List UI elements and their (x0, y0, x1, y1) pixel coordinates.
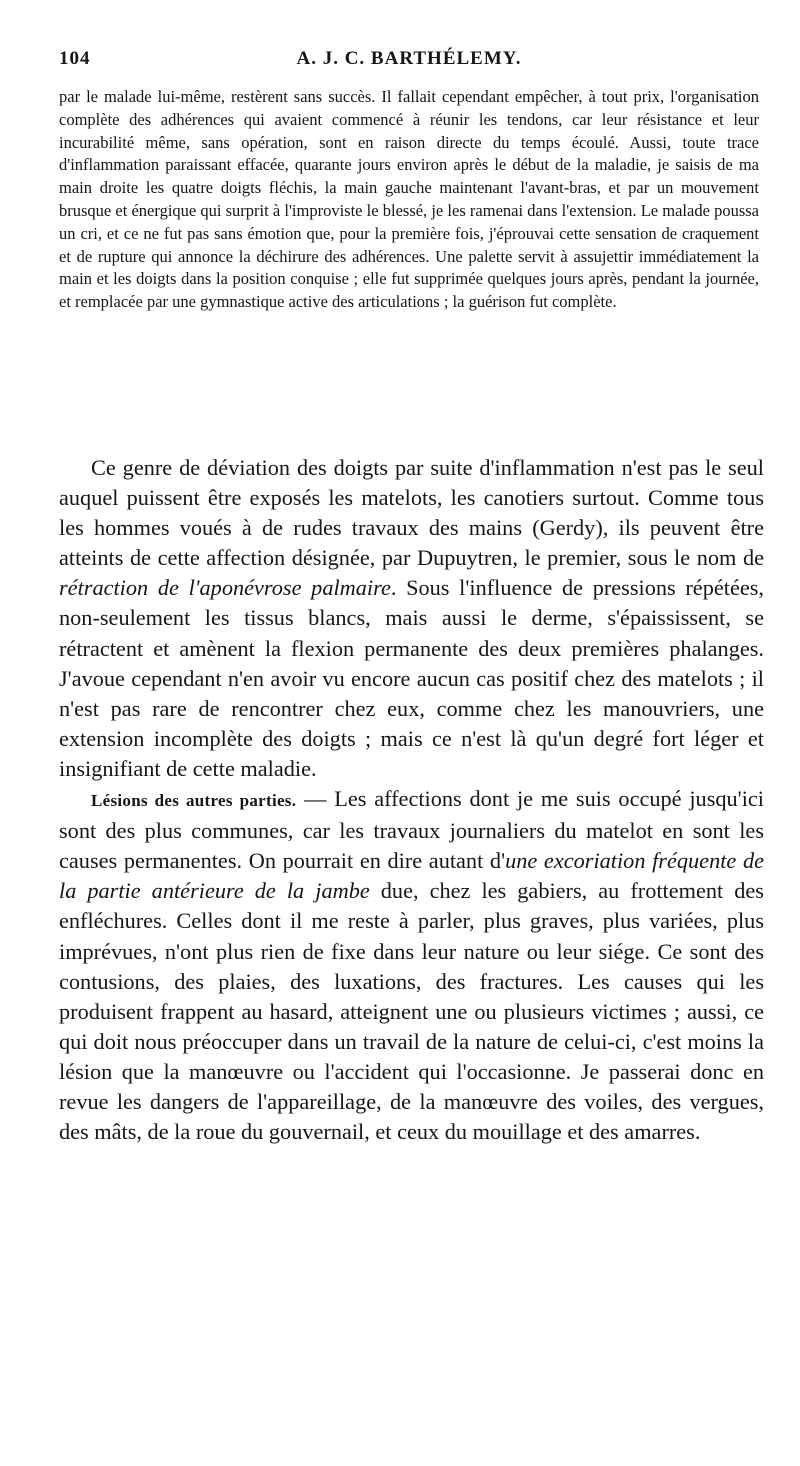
italic-term: une excoriation fréquente de la partie antérieure de la jambe (59, 848, 764, 904)
paragraph-palmar-retraction (59, 453, 764, 784)
paragraph-text: — Les affections dont je me suis occupé jusqu'ici sont des plus communes, car les travaux journaliers du matelot en sont les causes permanentes. On pourrait en dire autant d' (59, 786, 764, 874)
case-report-paragraph (59, 86, 759, 314)
page-number: 104 (59, 48, 91, 69)
running-head: A. J. C. BARTHÉLEMY. (296, 48, 522, 69)
paragraph-text: Ce genre de déviation des doigts par suite d'inflammation n'est pas le seul auquel puissent être exposés les matelots, les canotiers surtout. Comme tous les hommes voués à de rudes travaux des mains (Gerdy), ils peuvent être atteints de cette affection désignée, par Dupuytren, le premier, sous le nom de (59, 455, 764, 571)
section-heading: Lésions des autres parties. (91, 791, 297, 811)
italic-term: rétraction de l'aponévrose palmaire (59, 575, 391, 601)
case-report-text: par le malade lui-même, restèrent sans succès. Il fallait cependant empêcher, à tout prix, l'organisation complète des adhérences qui avaient commencé à réunir les tendons, car leur résistance et leur incurabilité même, sans opération, sont en raison directe du temps écoulé. Aussi, toute trace d'inflammation paraissant effacée, quarante jours environ après le début de la maladie, je saisis de ma main droite les quatre doigts fléchis, la main gauche maintenant l'avant-bras, et par un mouvement brusque et énergique qui surprit à l'improviste le blessé, je les ramenai dans l'extension. Le malade poussa un cri, et ce ne fut pas sans émotion que, pour la première fois, j'éprouvai cette sensation de craquement et de rupture qui annonce la déchirure des adhérences. Une palette servit à assujettir immédiatement la main et les doigts dans la position conquise ; elle fut supprimée quelques jours après, pendant la journée, et remplacée par une gymnastique active des articulations ; la guérison fut complète. (59, 87, 759, 312)
paragraph-other-lesions (59, 784, 764, 1147)
paragraph-text: due, chez les gabiers, au frottement des enfléchures. Celles dont il me reste à parler, plus graves, plus variées, plus imprévues, n'ont plus rien de fixe dans leur nature ou leur siége. Ce sont des contusions, des plaies, des luxations, des fractures. Les causes qui les produisent frappent au hasard, atteignent une ou plusieurs victimes ; aussi, ce qui doit nous préoccuper dans un travail de la nature de celui-ci, c'est moins la lésion que la manœuvre ou l'accident qui l'occasionne. Je passerai donc en revue les dangers de l'appareillage, de la manœuvre des voiles, des vergues, des mâts, de la roue du gouvernail, et ceux du mouillage et des amarres. (59, 878, 764, 1145)
page-header (59, 48, 759, 78)
paragraph-text: . Sous l'influence de pressions répétées, non-seulement les tissus blancs, mais aussi le derme, s'épaississent, se rétractent et amènent la flexion permanente des deux premières phalanges. J'avoue cependant n'en avoir vu encore aucun cas positif chez des matelots ; il n'est pas rare de rencontrer chez eux, comme chez les manouvriers, une extension incomplète des doigts ; mais ce n'est là qu'un degré fort léger et insignifiant de cette maladie. (59, 575, 764, 781)
main-text (59, 453, 764, 1147)
